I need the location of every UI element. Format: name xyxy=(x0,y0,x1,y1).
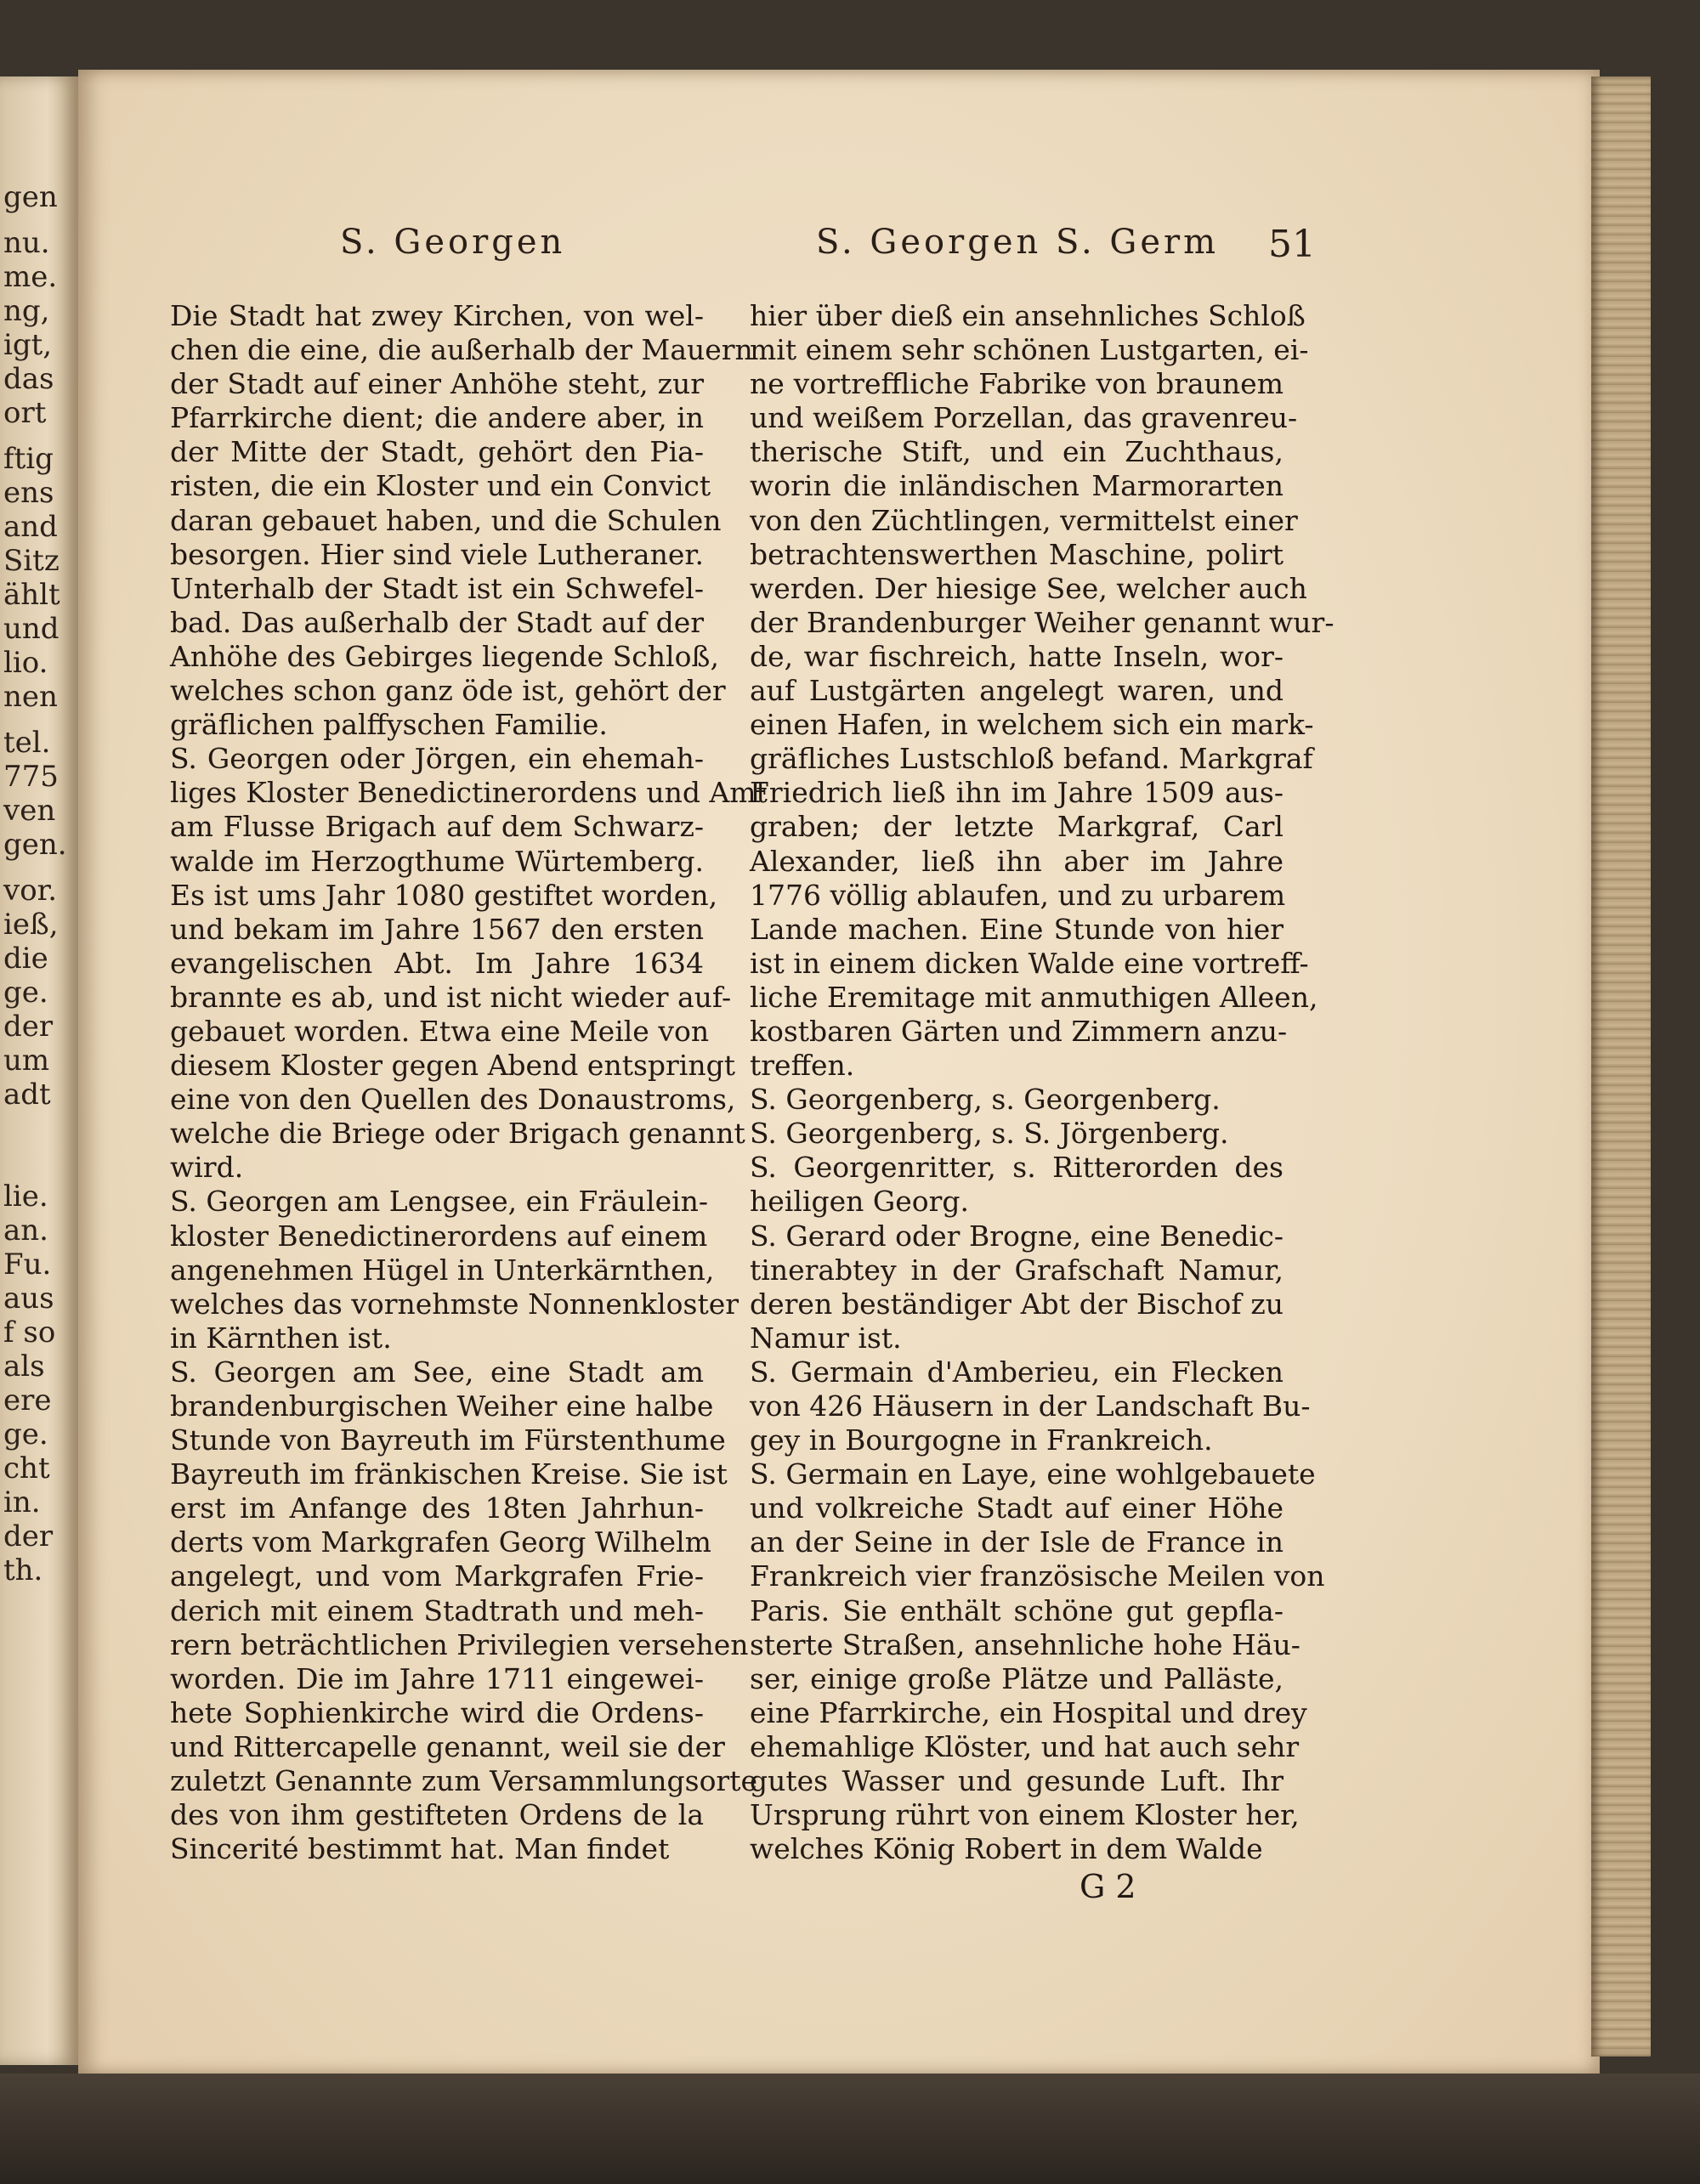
text-line: ist in einem dicken Walde eine vortreff- xyxy=(750,946,1309,980)
text-line: Sincerité bestimmt hat. Man findet xyxy=(170,1832,670,1866)
text-line: Namur ist. xyxy=(750,1321,902,1355)
text-line: de, war fischreich, hatte Inseln, wor- xyxy=(750,639,1284,673)
text-line: Lande machen. Eine Stunde von hier xyxy=(750,912,1284,946)
text-line: der Stadt auf einer Anhöhe steht, zur xyxy=(170,367,704,401)
text-line: einen Hafen, in welchem sich ein mark- xyxy=(750,708,1314,742)
scan-bottom-margin xyxy=(0,2074,1700,2184)
prev-page-fragment: ere xyxy=(3,1383,52,1417)
text-line: liche Eremitage mit anmuthigen Alleen, xyxy=(750,980,1318,1014)
text-line: angelegt, und vom Markgrafen Frie- xyxy=(170,1559,704,1593)
page-number: 51 xyxy=(1268,223,1316,266)
text-line: deren beständiger Abt der Bischof zu xyxy=(750,1287,1284,1321)
text-line: ehemahlige Klöster, und hat auch sehr xyxy=(750,1729,1300,1763)
text-line: gräfliches Lustschloß befand. Markgraf xyxy=(750,742,1313,776)
prev-page-fragment: ge. xyxy=(3,976,48,1010)
text-line: auf Lustgärten angelegt waren, und xyxy=(750,674,1284,708)
text-line: treffen. xyxy=(750,1049,855,1083)
prev-page-fragment: th. xyxy=(3,1553,43,1587)
text-line: des von ihm gestifteten Ordens de la xyxy=(170,1798,704,1832)
text-line: therische Stift, und ein Zuchthaus, xyxy=(750,435,1284,469)
text-line: worden. Die im Jahre 1711 eingewei- xyxy=(170,1661,704,1695)
text-line: Frankreich vier französische Meilen von xyxy=(750,1559,1325,1593)
prev-page-fragment: lie. xyxy=(3,1180,48,1214)
prev-page-fragment: ftig xyxy=(3,442,54,476)
text-line: in Kärnthen ist. xyxy=(170,1321,392,1355)
text-line: risten, die ein Kloster und ein Convict xyxy=(170,469,711,503)
prev-page-fragment: als xyxy=(3,1349,45,1383)
text-column-right xyxy=(750,299,1334,1866)
text-column-left xyxy=(170,299,768,1866)
text-line: Pfarrkirche dient; die andere aber, in xyxy=(170,401,704,435)
prev-page-fragment: cht xyxy=(3,1451,50,1485)
prev-page-fragment: nen xyxy=(3,680,58,714)
text-line: der Brandenburger Weiher genannt wur- xyxy=(750,605,1334,639)
prev-page-fragment: lio. xyxy=(3,646,48,680)
prev-page-fragment: Fu. xyxy=(3,1248,52,1282)
prev-page-fragment: adt xyxy=(3,1078,51,1112)
text-line: Unterhalb der Stadt ist ein Schwefel- xyxy=(170,571,704,605)
text-line: von 426 Häusern in der Landschaft Bu- xyxy=(750,1389,1311,1423)
text-line: liges Kloster Benedictinerordens und Amt xyxy=(170,776,768,810)
text-line: und Rittercapelle genannt, weil sie der xyxy=(170,1729,725,1763)
prev-page-fragment: ven xyxy=(3,794,56,828)
text-line: Anhöhe des Gebirges liegende Schloß, xyxy=(170,639,719,673)
text-line: der Mitte der Stadt, gehört den Pia- xyxy=(170,435,704,469)
text-line: und volkreiche Stadt auf einer Höhe xyxy=(750,1491,1284,1525)
text-line: S. Georgenberg, s. S. Jörgenberg. xyxy=(750,1117,1229,1151)
running-head-center: S. Georgen S. Germ xyxy=(816,223,1220,262)
prev-page-fragment: ens xyxy=(3,476,54,510)
text-line: Die Stadt hat zwey Kirchen, von wel- xyxy=(170,299,704,332)
text-line: an der Seine in der Isle de France in xyxy=(750,1525,1284,1559)
text-line: werden. Der hiesige See, welcher auch xyxy=(750,571,1307,605)
prev-page-fragment: der xyxy=(3,1519,54,1553)
prev-page-fragment: die xyxy=(3,942,48,976)
text-line: Es ist ums Jahr 1080 gestiftet worden, xyxy=(170,878,718,912)
text-line: mit einem sehr schönen Lustgarten, ei- xyxy=(750,333,1309,367)
text-line: wird. xyxy=(170,1151,244,1185)
text-line: Ursprung rührt von einem Kloster her, xyxy=(750,1798,1300,1832)
text-line: und bekam im Jahre 1567 den ersten xyxy=(170,912,704,946)
text-line: kloster Benedictinerordens auf einem xyxy=(170,1219,708,1253)
signature-mark: G 2 xyxy=(1080,1868,1136,1905)
text-line: Alexander, ließ ihn aber im Jahre xyxy=(750,844,1284,878)
text-line: rern beträchtlichen Privilegien versehen xyxy=(170,1627,749,1661)
prev-page-fragment: gen xyxy=(3,180,58,214)
text-line: welches schon ganz öde ist, gehört der xyxy=(170,674,726,708)
page-block-edge xyxy=(1591,76,1651,2057)
text-line: S. Georgenberg, s. Georgenberg. xyxy=(750,1083,1221,1117)
text-line: derts vom Markgrafen Georg Wilhelm xyxy=(170,1525,711,1559)
prev-page-fragment: f so xyxy=(3,1315,56,1349)
text-line: hier über dieß ein ansehnliches Schloß xyxy=(750,299,1306,332)
text-line: welches das vornehmste Nonnenkloster xyxy=(170,1287,740,1321)
prev-page-fragment: in. xyxy=(3,1485,41,1519)
text-line: welche die Briege oder Brigach genannt xyxy=(170,1117,745,1151)
text-line: eine Pfarrkirche, ein Hospital und drey xyxy=(750,1695,1307,1729)
prev-page-fragment: ieß, xyxy=(3,908,59,942)
text-line: brannte es ab, und ist nicht wieder auf- xyxy=(170,980,732,1014)
text-line: ser, einige große Plätze und Palläste, xyxy=(750,1661,1284,1695)
prev-page-fragment: um xyxy=(3,1044,50,1078)
text-line: heiligen Georg. xyxy=(750,1185,969,1219)
text-line: kostbaren Gärten und Zimmern anzu- xyxy=(750,1014,1288,1048)
text-line: von den Züchtlingen, vermittelst einer xyxy=(750,503,1298,537)
text-line: zuletzt Genannte zum Versammlungsorte xyxy=(170,1764,758,1798)
text-line: gräflichen palffyschen Familie. xyxy=(170,708,608,742)
text-line: bad. Das außerhalb der Stadt auf der xyxy=(170,605,704,639)
prev-page-fragment: igt, xyxy=(3,328,53,362)
text-line: gey in Bourgogne in Frankreich. xyxy=(750,1423,1213,1457)
text-line: S. Georgen am See, eine Stadt am xyxy=(170,1355,704,1389)
text-line: gutes Wasser und gesunde Luft. Ihr xyxy=(750,1764,1284,1798)
text-line: S. Germain d'Amberieu, ein Flecken xyxy=(750,1355,1284,1389)
prev-page-fragment: nu. xyxy=(3,226,50,260)
prev-page-fragment: 775 xyxy=(3,760,59,794)
text-line: am Flusse Brigach auf dem Schwarz- xyxy=(170,810,704,844)
text-line: eine von den Quellen des Donaustroms, xyxy=(170,1083,736,1117)
prev-page-fragment: ng, xyxy=(3,294,50,328)
text-line: gebauet worden. Etwa eine Meile von xyxy=(170,1014,710,1048)
text-line: S. Georgen oder Jörgen, ein ehemah- xyxy=(170,742,704,776)
prev-page-fragment: tel. xyxy=(3,726,51,760)
text-line: diesem Kloster gegen Abend entspringt xyxy=(170,1049,735,1083)
prev-page-fragment: vor. xyxy=(3,874,58,908)
text-line: Stunde von Bayreuth im Fürstenthume xyxy=(170,1423,726,1457)
prev-page-fragment: me. xyxy=(3,260,58,294)
text-line: und weißem Porzellan, das gravenreu- xyxy=(750,401,1298,435)
prev-page-fragment: ge. xyxy=(3,1417,48,1451)
text-line: evangelischen Abt. Im Jahre 1634 xyxy=(170,946,704,980)
text-line: derich mit einem Stadtrath und meh- xyxy=(170,1593,704,1627)
text-line: welches König Robert in dem Walde xyxy=(750,1832,1263,1866)
text-line: ne vortreffliche Fabrike von braunem xyxy=(750,367,1284,401)
prev-page-fragment: ählt xyxy=(3,578,60,612)
prev-page-fragment: an. xyxy=(3,1214,48,1248)
text-line: walde im Herzogthume Würtemberg. xyxy=(170,844,704,878)
text-line: hete Sophienkirche wird die Ordens- xyxy=(170,1695,704,1729)
prev-page-fragment: und xyxy=(3,612,60,646)
prev-page-fragment: Sitz xyxy=(3,544,60,578)
text-line: angenehmen Hügel in Unterkärnthen, xyxy=(170,1253,715,1287)
text-line: tinerabtey in der Grafschaft Namur, xyxy=(750,1253,1284,1287)
text-line: sterte Straßen, ansehnliche hohe Häu- xyxy=(750,1627,1300,1661)
text-line: S. Georgenritter, s. Ritterorden des xyxy=(750,1151,1284,1185)
text-line: betrachtenswerthen Maschine, polirt xyxy=(750,537,1284,571)
text-line: chen die eine, die außerhalb der Mauern xyxy=(170,333,753,367)
text-line: S. Georgen am Lengsee, ein Fräulein- xyxy=(170,1185,709,1219)
text-line: Friedrich ließ ihn im Jahre 1509 aus- xyxy=(750,776,1284,810)
text-line: erst im Anfange des 18ten Jahrhun- xyxy=(170,1491,704,1525)
prev-page-fragment: das xyxy=(3,362,54,396)
text-line: S. Germain en Laye, eine wohlgebauete xyxy=(750,1457,1316,1491)
running-head-left: S. Georgen xyxy=(340,223,566,262)
text-line: worin die inländischen Marmorarten xyxy=(750,469,1284,503)
prev-page-fragment: and xyxy=(3,510,58,544)
prev-page-fragment: ort xyxy=(3,396,47,430)
prev-page-fragment: gen. xyxy=(3,828,67,862)
previous-page-edge xyxy=(0,76,78,2065)
text-line: Bayreuth im fränkischen Kreise. Sie ist xyxy=(170,1457,728,1491)
text-line: 1776 völlig ablaufen, und zu urbarem xyxy=(750,878,1286,912)
text-line: Paris. Sie enthält schöne gut gepfla- xyxy=(750,1593,1284,1627)
prev-page-fragment: der xyxy=(3,1010,54,1044)
text-line: brandenburgischen Weiher eine halbe xyxy=(170,1389,714,1423)
text-line: graben; der letzte Markgraf, Carl xyxy=(750,810,1284,844)
text-line: S. Gerard oder Brogne, eine Benedic- xyxy=(750,1219,1284,1253)
text-line: daran gebauet haben, und die Schulen xyxy=(170,503,722,537)
text-line: besorgen. Hier sind viele Lutheraner. xyxy=(170,537,704,571)
prev-page-fragment: aus xyxy=(3,1282,54,1315)
